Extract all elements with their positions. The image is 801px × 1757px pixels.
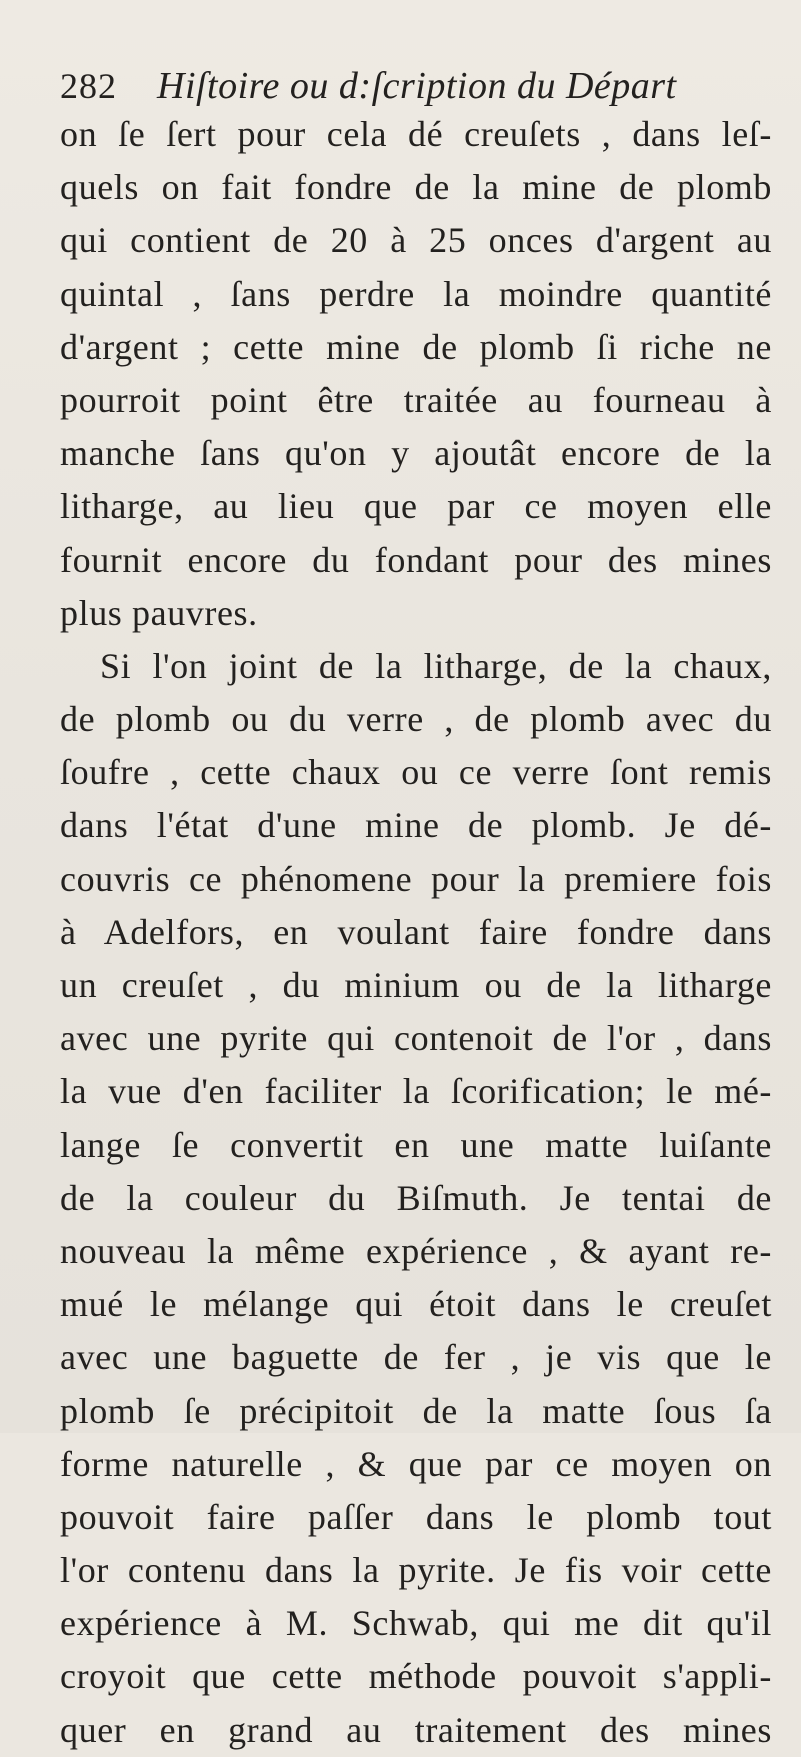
text-line: un creuſet , du minium ou de la litharge <box>60 965 772 1005</box>
text-line: à Adelfors, en voulant faire fondre dans <box>60 911 772 952</box>
running-title: Hiſtoire ou d:ſcription du Départ <box>157 65 677 107</box>
text-line: plomb ſe précipitoit de la matte ſous ſa <box>60 1390 772 1431</box>
text-line: on ſe ſert pour cela dé creuſets , dans leſ- <box>60 114 772 154</box>
text-line: pourroit point être traitée au fourneau à <box>60 379 772 420</box>
page-number: 282 <box>60 66 117 106</box>
text-line: pouvoit faire paſſer dans le plomb tout <box>60 1496 772 1537</box>
text-line: avec une baguette de fer , je vis que le <box>60 1337 772 1378</box>
text-line: quels on fait fondre de la mine de plomb <box>60 167 772 208</box>
text-line: forme naturelle , & que par ce moyen on <box>60 1443 772 1484</box>
text-line: mué le mélange qui étoit dans le creuſet <box>60 1284 772 1325</box>
text-line: ſoufre , cette chaux ou ce verre ſont remis <box>60 752 772 793</box>
text-line: fournit encore du fondant pour des mines <box>60 539 772 580</box>
page-header <box>60 64 677 114</box>
text-line: avec une pyrite qui contenoit de l'or , dans <box>60 1018 772 1059</box>
text-line: d'argent ; cette mine de plomb ſi riche ne <box>60 326 772 367</box>
text-line: lange ſe convertit en une matte luiſante <box>60 1124 772 1165</box>
text-line: croyoit que cette méthode pouvoit s'appli- <box>60 1656 772 1697</box>
text-line: dans l'état d'une mine de plomb. Je dé- <box>60 805 772 846</box>
text-line: de plomb ou du verre , de plomb avec du <box>60 699 772 740</box>
body-text <box>60 108 772 1757</box>
text-line: quintal , ſans perdre la moindre quantité <box>60 273 772 314</box>
text-line: l'or contenu dans la pyrite. Je fis voir cette <box>60 1550 772 1591</box>
text-line: de la couleur du Biſmuth. Je tentai de <box>60 1177 772 1218</box>
text-line: nouveau la même expérience , & ayant re- <box>60 1230 772 1271</box>
text-line: quer en grand au traitement des mines <box>60 1709 772 1750</box>
text-line: la vue d'en faciliter la ſcorification; le mé- <box>60 1071 772 1112</box>
text-line: Si l'on joint de la litharge, de la chaux, <box>100 645 772 686</box>
text-line: litharge, au lieu que par ce moyen elle <box>60 486 772 527</box>
text-line: qui contient de 20 à 25 onces d'argent au <box>60 220 772 261</box>
text-line: manche ſans qu'on y ajoutât encore de la <box>60 433 772 474</box>
text-line: couvris ce phénomene pour la premiere fois <box>60 858 772 899</box>
text-line: expérience à M. Schwab, qui me dit qu'il <box>60 1603 772 1644</box>
text-line: plus pauvres. <box>60 592 258 633</box>
